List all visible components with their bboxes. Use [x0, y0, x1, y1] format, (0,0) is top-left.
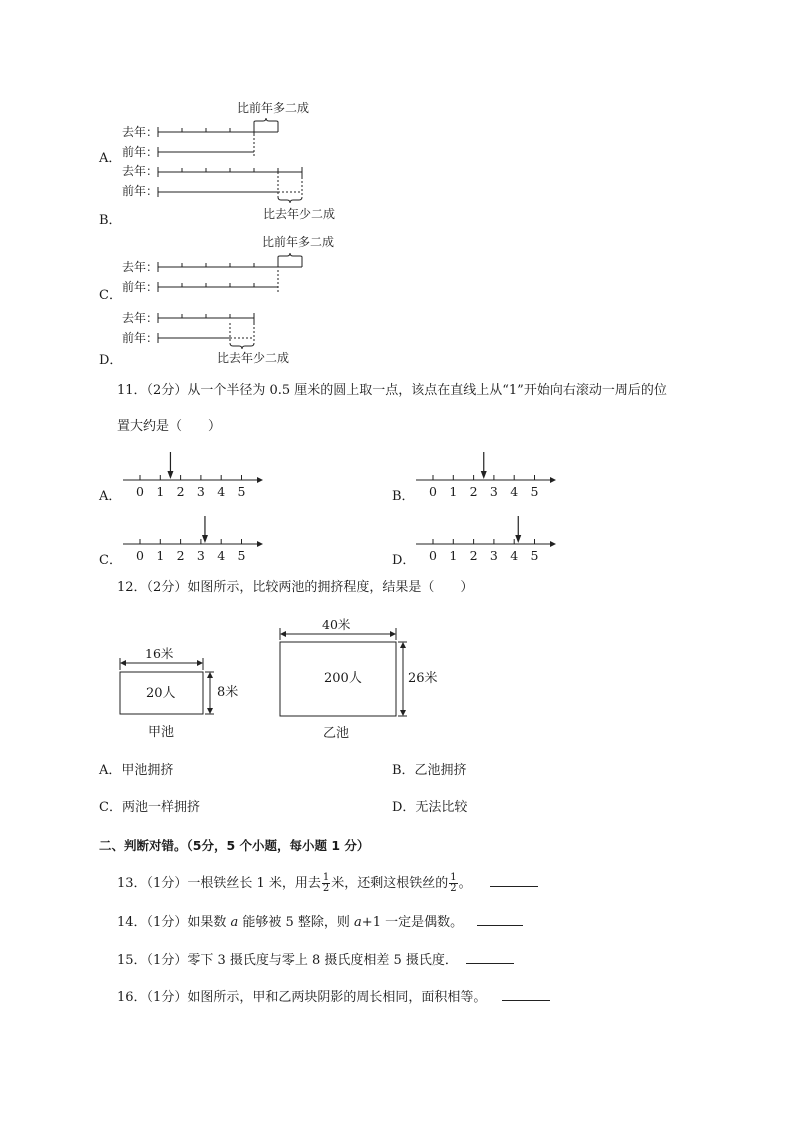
q10-d-row2-label: 前年：	[122, 331, 159, 345]
q10-a-row2-label: 前年：	[122, 145, 159, 159]
q16-answer-blank[interactable]	[502, 988, 550, 1001]
q10-c-note: 比前年多二成	[262, 235, 335, 249]
q10-a-row1-label: 去年：	[122, 125, 159, 139]
q10-b-less-brace	[278, 197, 302, 203]
q13-frac-den: 2	[322, 883, 330, 894]
q10-c-row2-label: 前年：	[122, 280, 159, 294]
down-arrow-icon	[515, 535, 521, 543]
number-line-tick-label: 2	[176, 484, 185, 498]
number-line-tick-label: 3	[196, 484, 205, 498]
q13-statement	[117, 873, 538, 894]
q11-option-a-letter[interactable]: A．	[99, 489, 122, 504]
q12-stem: 12．（2分）如图所示，比较两池的拥挤程度，结果是（ ）	[117, 580, 474, 595]
q11-option-d-letter[interactable]: D．	[392, 553, 416, 568]
q10-option-d-letter[interactable]: D．	[99, 353, 123, 368]
q11-stem-line2: 置大约是（ ）	[117, 419, 222, 434]
q13-fraction-used	[322, 873, 330, 894]
number-line-tick-label: 0	[136, 548, 144, 562]
number-line-tick-label: 1	[449, 484, 458, 498]
number-line-tick-label: 2	[469, 484, 478, 498]
number-line-tick-label: 5	[530, 548, 539, 562]
number-line-tick-label: 1	[449, 548, 458, 562]
q10-d-row1-label: 去年：	[122, 311, 159, 325]
q14-var-a2: a	[354, 915, 362, 930]
number-line-tick-label: 4	[217, 484, 226, 498]
pool-a-name: 甲池	[148, 725, 175, 740]
number-line-tick-label: 3	[489, 484, 498, 498]
q10-b-row1-label: 去年：	[122, 164, 159, 178]
q16-text: 16．（1分）如图所示，甲和乙两块阴影的周长相同，面积相等。	[117, 990, 487, 1005]
q14-text-mid: 能够被 5 整除，则	[238, 915, 355, 930]
q14-statement	[117, 913, 523, 931]
number-line-tick-label: 1	[156, 548, 165, 562]
section-2-title: 二、判断对错。（5分，5 个小题，每小题 1 分）	[99, 838, 370, 853]
q11-option-a-numberline[interactable]	[123, 448, 273, 498]
pool-b-width-label: 40米	[322, 617, 351, 632]
q13-text-pre: 13．（1分）一根铁丝长 1 米，用去	[117, 876, 321, 891]
q10-option-c-letter[interactable]: C．	[99, 288, 122, 303]
q10-b-row2-label: 前年：	[122, 184, 159, 198]
number-line-tick-label: 5	[237, 484, 246, 498]
q14-text-post: +1 一定是偶数。	[361, 915, 464, 930]
q15-text: 15．（1分）零下 3 摄氏度与零上 8 摄氏度相差 5 摄氏度．	[117, 953, 458, 968]
number-line-tick-label: 5	[530, 484, 539, 498]
q11-option-b-numberline[interactable]	[416, 448, 566, 498]
number-line-arrowhead	[257, 541, 263, 547]
pool-b-height-label: 26米	[408, 671, 438, 686]
number-line-arrowhead	[257, 477, 263, 483]
number-line-tick-label: 3	[196, 548, 205, 562]
q13-frac2-den: 2	[450, 883, 457, 894]
pool-a-width-label: 16米	[145, 646, 174, 661]
number-line-tick-label: 4	[510, 484, 519, 498]
number-line-tick-label: 2	[469, 548, 478, 562]
q11-stem-line1: 11．（2分）从一个半径为 0.5 厘米的圆上取一点，该点在直线上从“1”开始向右滚动一周后的位	[117, 383, 667, 398]
q16-statement	[117, 988, 550, 1006]
q13-answer-blank[interactable]	[490, 874, 538, 887]
number-line-svg	[123, 448, 273, 498]
pool-a-people-label: 20人	[146, 686, 176, 701]
q10-d-note: 比去年少二成	[217, 351, 290, 365]
q13-frac2-num: 1	[450, 872, 457, 883]
number-line-svg	[416, 448, 566, 498]
number-line-svg	[416, 512, 566, 562]
q11-option-b-letter[interactable]: B．	[392, 489, 415, 504]
down-arrow-icon	[167, 471, 173, 479]
number-line-tick-label: 4	[510, 548, 519, 562]
number-line-tick-label: 2	[176, 548, 185, 562]
q11-option-c-letter[interactable]: C．	[99, 553, 122, 568]
q12-option-c[interactable]: C．两池一样拥挤	[99, 800, 200, 815]
q10-d-less-brace	[230, 343, 254, 349]
q12-option-b[interactable]: B．乙池拥挤	[392, 763, 467, 778]
down-arrow-icon	[481, 471, 487, 479]
q14-var-a: a	[230, 915, 239, 930]
pool-a-height-label: 8米	[217, 685, 239, 700]
q10-b-note: 比去年少二成	[263, 207, 336, 221]
number-line-tick-label: 3	[489, 548, 498, 562]
q10-segment-diagrams	[0, 0, 794, 380]
q11-option-d-numberline[interactable]	[416, 512, 566, 562]
q13-text-post: 。	[458, 876, 472, 891]
number-line-tick-label: 0	[136, 484, 144, 498]
q11-option-c-numberline[interactable]	[123, 512, 273, 562]
q13-text-mid: 米，还剩这根铁丝的	[331, 876, 449, 891]
q10-option-b-letter[interactable]: B．	[99, 213, 122, 228]
q10-a-extra-brace	[254, 118, 278, 132]
q10-a-note: 比前年多二成	[237, 101, 310, 115]
q10-option-a-letter[interactable]: A．	[99, 151, 122, 166]
pool-b-people-label: 200人	[324, 671, 362, 686]
number-line-tick-label: 0	[429, 484, 437, 498]
q15-statement	[117, 951, 514, 969]
number-line-tick-label: 4	[217, 548, 226, 562]
number-line-arrowhead	[550, 477, 556, 483]
q10-c-row1-label: 去年：	[122, 260, 159, 274]
q12-option-a[interactable]: A．甲池拥挤	[99, 763, 174, 778]
q12-option-d[interactable]: D．无法比较	[392, 800, 468, 815]
number-line-svg	[123, 512, 273, 562]
q13-frac-num: 1	[322, 872, 330, 883]
number-line-tick-label: 5	[237, 548, 246, 562]
number-line-tick-label: 1	[156, 484, 165, 498]
number-line-arrowhead	[550, 541, 556, 547]
q15-answer-blank[interactable]	[466, 951, 514, 964]
number-line-tick-label: 0	[429, 548, 437, 562]
down-arrow-icon	[202, 535, 208, 543]
q10-c-extra-brace	[278, 253, 302, 267]
q14-answer-blank[interactable]	[477, 913, 523, 926]
q14-text-pre: 14．（1分）如果数	[117, 915, 231, 930]
pool-b-name: 乙池	[323, 726, 350, 741]
q13-fraction-remaining	[449, 873, 457, 894]
